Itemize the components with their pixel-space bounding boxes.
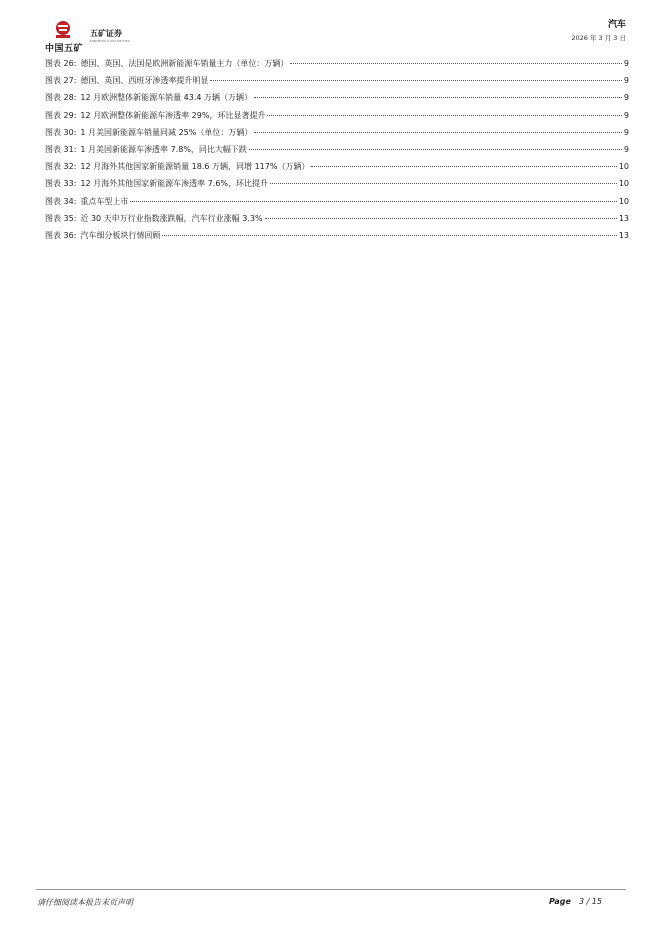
toc-entry-page: 10 (618, 162, 629, 172)
toc-entry-page: 13 (618, 213, 629, 223)
figure-index-list (45, 58, 629, 247)
toc-dot-leader (162, 234, 616, 236)
toc-entry-page: 9 (623, 127, 629, 137)
toc-entry-title: 12 月海外其他国家新能源车渗透率 7.6%，环比提升 (80, 179, 269, 189)
toc-entry-page: 9 (623, 110, 629, 120)
toc-entry-label: 图表 36: (45, 230, 77, 240)
footer-divider (36, 889, 626, 890)
toc-entry[interactable] (45, 213, 629, 230)
toc-entry-page: 9 (623, 144, 629, 154)
toc-entry-label: 图表 29: (45, 110, 77, 120)
toc-entry-page: 10 (618, 179, 629, 189)
toc-entry[interactable] (45, 230, 629, 247)
toc-entry[interactable] (45, 110, 629, 127)
toc-entry-title: 12 月欧洲整体新能源车渗透率 29%，环比显著提升 (80, 110, 266, 120)
toc-entry-page: 9 (623, 76, 629, 86)
minmetals-logo-icon (53, 20, 73, 40)
toc-entry-label: 图表 27: (45, 76, 77, 86)
toc-entry-label: 图表 34: (45, 196, 77, 206)
footer-disclaimer: 请仔细阅读本报告末页声明 (37, 898, 133, 907)
toc-entry-page: 9 (623, 59, 629, 68)
toc-entry-title: 12 月欧洲整体新能源车销量 43.4 万辆（万辆） (80, 93, 253, 103)
toc-entry-title: 汽车细分板块行情回顾 (80, 230, 161, 240)
toc-entry-label: 图表 33: (45, 179, 77, 189)
toc-entry-title: 12 月海外其他国家新能源销量 18.6 万辆，同增 117%（万辆） (80, 162, 310, 172)
brand-name-en: MINMETALS SECURITIES (90, 39, 130, 43)
toc-dot-leader (311, 165, 616, 167)
toc-entry[interactable] (45, 58, 629, 75)
toc-dot-leader (270, 182, 617, 184)
toc-dot-leader (267, 114, 621, 116)
toc-entry-title: 德国、英国、法国是欧洲新能源车销量主力（单位：万辆） (80, 59, 289, 68)
toc-entry-title: 德国、英国、西班牙渗透率提升明显 (80, 76, 209, 86)
toc-dot-leader (290, 62, 621, 64)
toc-entry-title: 1 月美国新能源车销量同减 25%（单位：万辆） (80, 127, 253, 137)
page-word: Page (549, 897, 571, 906)
group-name: 中国五矿 (45, 44, 84, 54)
toc-entry[interactable] (45, 144, 629, 161)
toc-entry[interactable] (45, 75, 629, 92)
toc-entry[interactable] (45, 161, 629, 178)
toc-dot-leader (254, 131, 622, 133)
brand-name: 五矿证券 (90, 29, 122, 38)
toc-entry-page: 13 (618, 230, 629, 240)
page-number: 3 / 15 (578, 897, 602, 906)
toc-entry-title: 近 30 天申万行业指数涨跌幅，汽车行业涨幅 3.3% (80, 213, 263, 223)
toc-entry-label: 图表 28: (45, 93, 77, 103)
footer-page-info (549, 897, 602, 906)
toc-entry-page: 9 (623, 93, 629, 103)
toc-dot-leader (130, 200, 616, 202)
toc-dot-leader (249, 148, 622, 150)
report-date: 2026 年 3 月 3 日 (571, 34, 626, 42)
toc-dot-leader (265, 217, 617, 219)
toc-entry-label: 图表 31: (45, 144, 77, 154)
toc-entry[interactable] (45, 196, 629, 213)
toc-entry[interactable] (45, 92, 629, 109)
toc-entry-label: 图表 30: (45, 127, 77, 137)
toc-entry[interactable] (45, 178, 629, 195)
toc-entry-title: 重点车型上市 (80, 196, 129, 206)
toc-entry[interactable] (45, 127, 629, 144)
toc-entry-label: 图表 26: (45, 59, 77, 68)
toc-dot-leader (254, 96, 622, 98)
sector-title: 汽车 (607, 20, 626, 30)
page-header (0, 0, 662, 60)
toc-entry-label: 图表 32: (45, 162, 77, 172)
toc-entry-title: 1 月美国新能源车渗透率 7.8%，同比大幅下跌 (80, 144, 247, 154)
toc-entry-page: 10 (618, 196, 629, 206)
toc-entry-label: 图表 35: (45, 213, 77, 223)
toc-dot-leader (210, 79, 621, 81)
